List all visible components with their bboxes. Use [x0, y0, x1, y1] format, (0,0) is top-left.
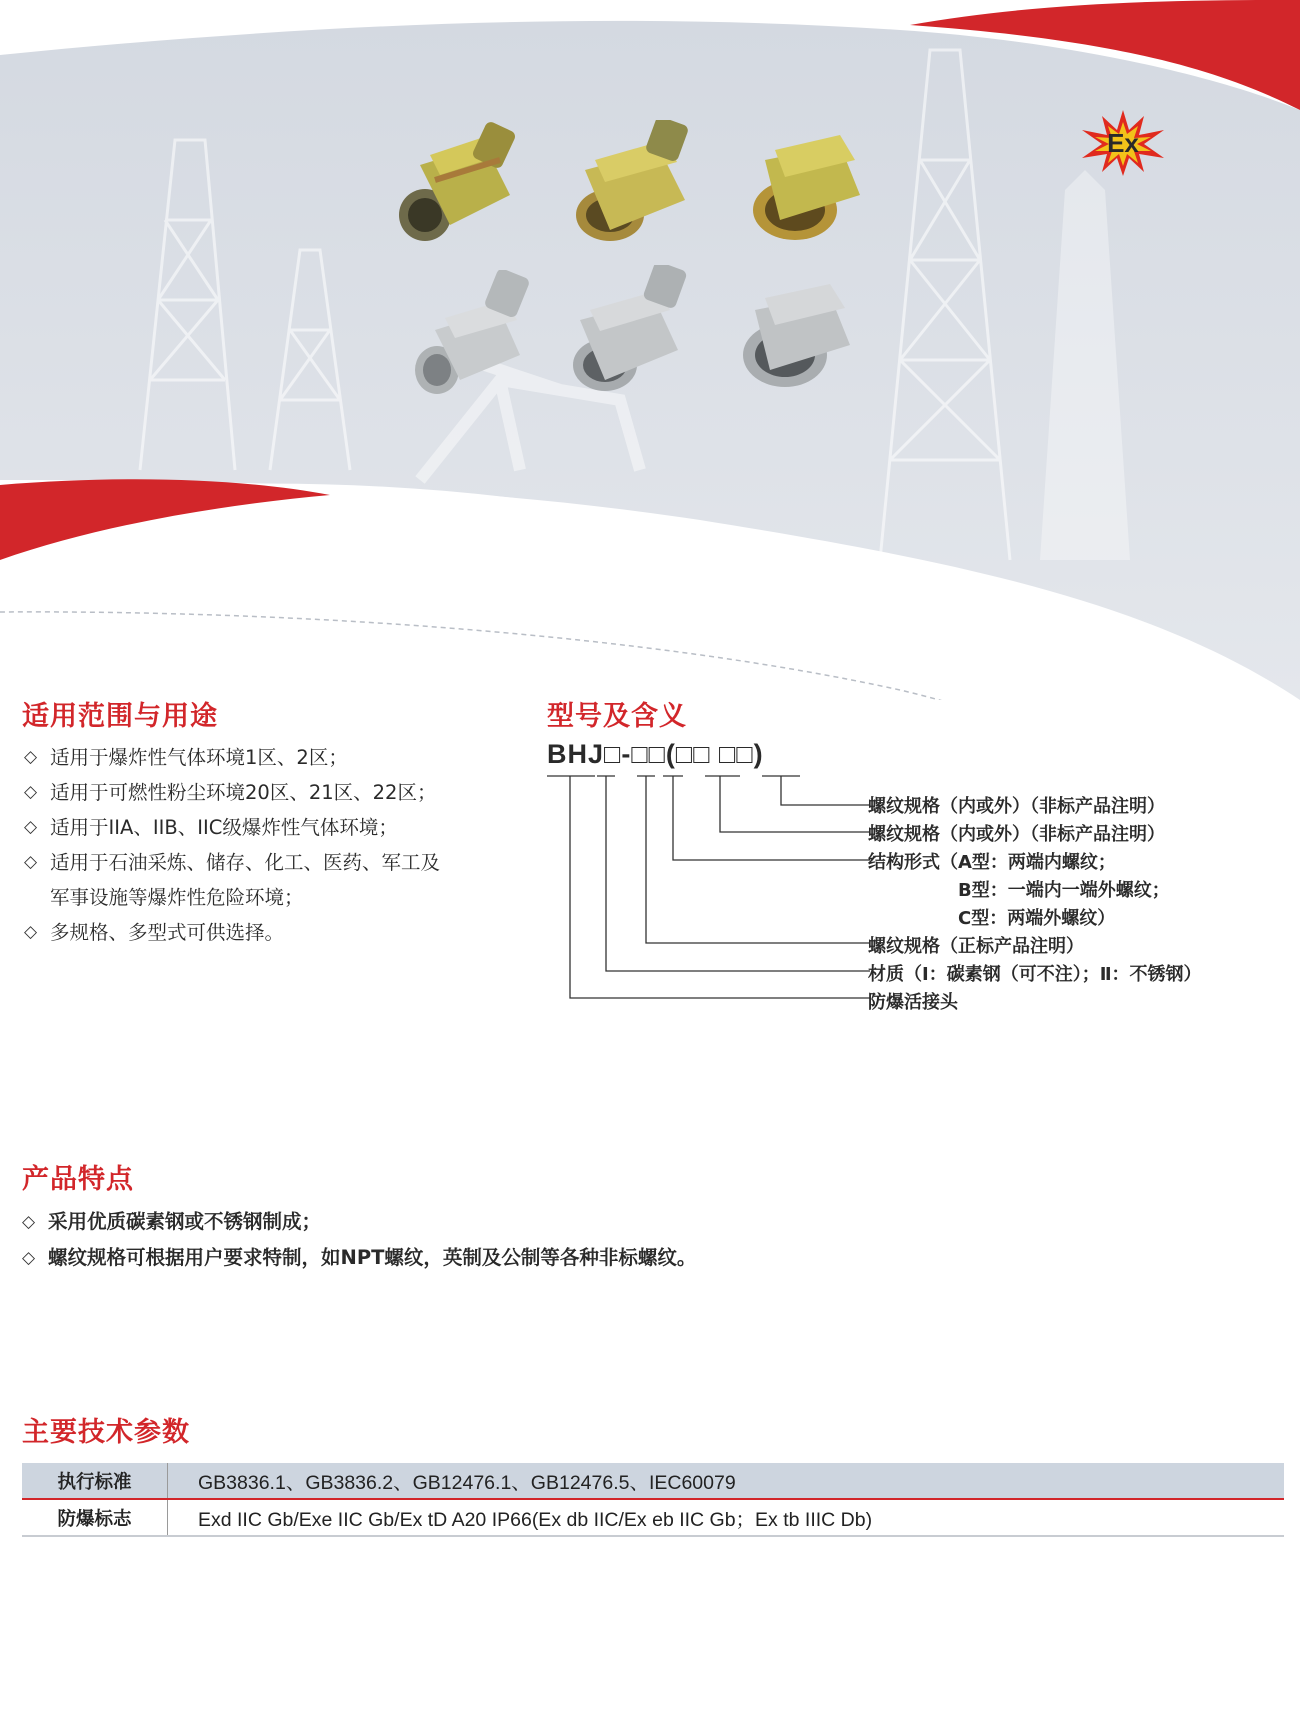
diamond-bullet-icon: ◇	[24, 782, 38, 802]
spec-table	[22, 1463, 1284, 1537]
list-item: ◇ 适用于可燃性粉尘环境20区、21区、22区；	[22, 775, 522, 810]
model-title: 型号及含义	[547, 701, 687, 732]
diamond-bullet-icon: ◇	[24, 922, 38, 942]
code-label-structure-c: C型：两端外螺纹）	[958, 908, 1116, 929]
diamond-bullet-icon: ◇	[24, 817, 38, 837]
diamond-bullet-icon: ◇	[22, 1212, 36, 1232]
diamond-bullet-icon: ◇	[24, 852, 38, 872]
code-label-thread-standard: 螺纹规格（正标产品注明）	[868, 936, 1084, 957]
usage-list	[22, 740, 522, 950]
feature-list	[22, 1204, 696, 1276]
ex-badge-text: Ex	[1107, 128, 1139, 158]
product-image	[405, 270, 545, 400]
code-label-thread-spec-2: 螺纹规格（内或外）（非标产品注明）	[868, 796, 1165, 817]
list-item: ◇ 采用优质碳素钢或不锈钢制成；	[22, 1204, 696, 1240]
code-label-structure: 结构形式（A型：两端内螺纹；	[868, 852, 1116, 873]
spec-value: GB3836.1、GB3836.2、GB12476.1、GB12476.5、IEC60079	[168, 1463, 1285, 1499]
list-item: ◇ 适用于IIA、IIB、IIC级爆炸性气体环境；	[22, 810, 522, 845]
spec-label: 防爆标志	[22, 1499, 168, 1536]
code-label-product-name: 防爆活接头	[868, 992, 958, 1013]
table-row	[22, 1463, 1284, 1499]
product-image	[390, 120, 530, 250]
spec-label: 执行标准	[22, 1463, 168, 1499]
code-label-material: 材质（Ⅰ：碳素钢（可不注）；Ⅱ：不锈钢）	[868, 964, 1202, 985]
features-title: 产品特点	[22, 1164, 134, 1195]
list-item: ◇ 多规格、多型式可供选择。	[22, 915, 522, 950]
list-item: ◇ 适用于石油采炼、储存、化工、医药、军工及	[22, 845, 522, 880]
diamond-bullet-icon: ◇	[22, 1248, 36, 1268]
list-item-continuation: 军事设施等爆炸性危险环境；	[50, 886, 304, 909]
ex-badge	[1078, 108, 1168, 178]
model-code: BHJ□-□□(□□ □□)	[547, 739, 764, 769]
usage-title: 适用范围与用途	[22, 701, 218, 732]
product-image	[560, 265, 700, 395]
product-image	[565, 120, 705, 250]
spec-value: Exd IIC Gb/Exe IIC Gb/Ex tD A20 IP66(Ex db IIC/Ex eb IIC Gb；Ex tb IIIC Db)	[168, 1499, 1285, 1536]
list-item: ◇ 适用于爆炸性气体环境1区、2区；	[22, 740, 522, 775]
code-label-thread-spec-1: 螺纹规格（内或外）（非标产品注明）	[868, 824, 1165, 845]
diamond-bullet-icon: ◇	[24, 747, 38, 767]
list-item: ◇ 螺纹规格可根据用户要求特制，如NPT螺纹，英制及公制等各种非标螺纹。	[22, 1240, 696, 1276]
specs-title: 主要技术参数	[22, 1417, 190, 1448]
code-label-structure-b: B型：一端内一端外螺纹；	[958, 880, 1170, 901]
product-image	[740, 125, 880, 255]
product-image	[730, 270, 870, 400]
product-photos	[380, 110, 900, 410]
table-row	[22, 1499, 1284, 1536]
